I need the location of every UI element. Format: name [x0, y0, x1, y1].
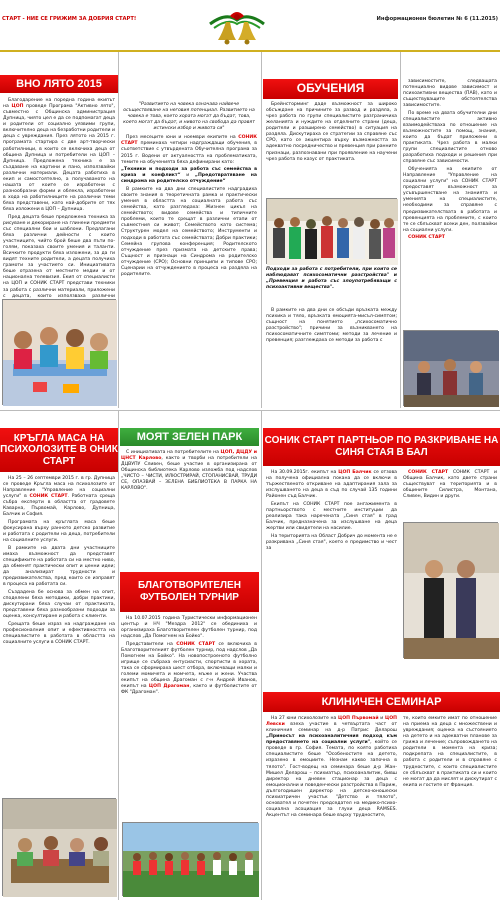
football-heading: БЛАГОТВОРИТЕЛЕН ФУТБОЛЕН ТУРНИР	[120, 572, 259, 612]
round-table-photo	[2, 798, 116, 896]
trainings-article-col3b: В рамките на два дни се обсъди връзката между психика и тяло, връзката емоцията-мисъл-симптом; същност на понятието „психосоматично разстройство"; причини за възникването на психосоматичните симптоми; методи за лечение и превенция; разглеждаха се методи за работа с	[266, 308, 397, 344]
trainings-article-col2: "Развитието на човека означава найвече осъществяване на неговия потенциал. Развитието на човека е това, което хората могат да бъдат, това, което могат да бъдат, и нивото на свобода да правят истински избор и живота си" През месеците юни и ноември екипите на СОНИК СТАРТ преминаха четири надграждащи обучения, в съответствие с утвърдената Обучителна програма за 2015 г. Водени от актуалността на проблематиката, темите на обученията бяха дефинирани като: „Техники и подходи за работа със семейства в криза и конфликт“ и „Предотвратяване на синдрома на родителско отчуждение“ В рамките на два дни специалистите надградиха своите знания в теоретичната рамка и практически умения в областта на социалната работа със семейства, като разгледаха: Жизнен цикъл на семейството; видове семейства и типичните проблеми, които те срещат в различни етапи от съвместния си живот; Семейството като система; Структурен модел на семейството; Инструменти и подходи в работата със семействата; Добри практики; Семейна групова конференция; Родителското отчуждение през призмата на детските права; Същност и признаци на Синдрома на родителско отчуждение (СРО); Основни принципи и типове СРО; Сценарии на отчуждението в процеса на раздяла на родителите.	[121, 102, 257, 277]
clinical-seminar-heading: КЛИНИЧЕН СЕМИНАР	[263, 692, 500, 712]
blue-room-heading: СОНИК СТАРТ ПАРТНЬОР ПО РАЗКРИВАНЕ НА СИНЯ СТАЯ В БАЛ	[263, 428, 500, 466]
column-divider	[261, 410, 262, 900]
football-article: На 10.07.2015 година Туристически информационен център и НЧ "Мездра 2012" се обединиха и организираха Благотворителен футболен турнир, под надслов „Да Помогнем на Бойко". Представители на СОНИК СТАРТ се включиха в Благотворителният футболен турнир, под надслов „Да Помогнем на Бойко". На новопостроеното футболно игрище се събраха ентусиасти, спортисти в хората, така се сформираха шест отбора, включващи малки и големи момичета и момчета, мъже и жени. Участва екипът на община Драгоман с г-н Андрей Иванов, екипът на ЦОП Драгоман, както и футболистите от ФК "Драгоман".	[121, 616, 257, 696]
christmas-bells-icon	[206, 2, 268, 48]
clinical-seminar-article-col4: те, които емките имат по отношение на приема на деца с множествени и увреждания; оценка на състоянието на детето и на адекватни планове за грижа и лечение; съпровождането на родители в момента на криза; подкрепата на специалистите, в работа с родители и в справяне с трудностите, с които специалистите се сблъскват в практиката си и които не могат да да мислят и дискутират с екипа и гостите от Франция.	[403, 716, 497, 788]
header-bar	[0, 0, 500, 52]
clinical-seminar-article: На 27 юни психолозите на ЦОП Първомай и ЦОП Левски взеха участие в четвъртата част от клиничния семинар на д-р Патрис Деларош „Приносът на психоаналитичния подход към предоставянето на социални услуги", който се проведе в гр. София. Темата, по която работиха специалистите беше "Особеностите на детето, изразено в емоциите. Незнам какво започна в тялото". Гост-водещ на семинара беше д-р Жан-Мишел Деларош – психиатър, психоаналитик, бивш директор на дневен стационар за деца с емоционални и поведенчески разстройства в Париж, дългогодишен директор на детско-юношески психиатричен участък "Детство и тялото", основател и почетен председател на медико-психо-социална асоциация за глухи деца RAMSES. Акцентът на семинара беше върху трудностите,	[266, 716, 397, 818]
header-right-text: Информационен бюлетин № 6 (11.2015)	[376, 16, 498, 22]
football-photo	[122, 822, 258, 896]
trainings-group-photo	[266, 198, 397, 264]
header-left-text: СТАРТ - НИЕ СЕ ГРИЖИМ ЗА ДОБРИЯ СТАРТ!	[2, 16, 137, 22]
blue-room-photo	[403, 522, 498, 658]
trainings-quote: "Развитието на човека означава найвече осъществяване на неговия потенциал. Развитието на човека е това, което хората могат да бъдат, това, което могат да бъдат, и нивото на свобода да правят истински избор и живота си"	[123, 102, 255, 132]
column-divider	[261, 52, 262, 408]
active-summer-photo	[2, 299, 116, 405]
active-summer-article: Благодарение на поредна година екипът на ЦОП проведе Програма "Активно лято", съвместно с Общинска администрация Дупница, чиято цел е да се подпомагат деца и родители от социално уязвими групи, включително деца на безработни родители и деца с увреждания. През лятото на 2015 г. програмата стартира с две арт-творчески работилници, в които се включиха деца от община Дупница и потребители на ЦОП – Дупница. Предложена техника е за създаване на картини и пано, използвайки различни материали. Децата работиха в екип и самостоятелно, а получаваното на нашата от коите се изработени с разнообразни форми и облекла, изработени в хода на работилниците на различни теми бяха представени, като най-добрите от тях бяха изложени в ЦОП – Дупница. Пред децата беше предложена техника за рисуване и декориране на глинени предмети със специални бои и шаблони. Предлагани бяха различни дейности с които участниците, чийто брой беше два пъти по-голям, показаха своите умения и таланти. Всичките продукти бяха изложени, за да ги видят техните родители, а децата получиха грамоти за участието си. Инициативата беше отразена от местните медии и от национална телевизия. Екип от специалисти на ЦОП и СОНИК СТАРТ представи техники за работа с различни материали, приложени с децата, които използваха различни	[3, 98, 115, 299]
round-table-article: На 25 – 26 септември 2015 г. в гр. Дупница се проведе Кръгла маса на психолозите от Направление "Управление на социални услуги" в СОНИК СТАРТ. Работната среща събра експерти в областта от градовете Каварна, Първомай, Карлово, Дупница, Балчик и София. Програмата на кръглата маса беше фокусирана върху ранното детско развитие и работата с родители на деца, потребители на социалните услуги. В рамките на двата дни участниците имаха възможност да представят спецификите на работата си на местно ниво, да обменят практически опит и ценни идеи; да анализират трудности и предизвикателства, пред които се изправят в процеса на работата си. Създадена бе основа за обмен на опит, споделени бяха методики, добри практики, дискутирани бяха случаи от практиката, представени бяха разнообразни подходи за оценка, консултиране и работа с клиенти. Срещата беше израз на надграждане на професионалния опит и ефективността на специалистите в работата в областта на социалните услуги в СОНИК СТАРТ.	[3, 476, 115, 645]
green-park-heading: МОЯТ ЗЕЛЕН ПАРК	[120, 428, 259, 446]
trainings-caption: Подходи за работа с потребители, при които се наблюдават психосоматични разстройства" и „Превенция и работа със злоупотребяващи с психоактивни вещества".	[266, 267, 397, 291]
active-summer-heading: ВНО ЛЯТО 2015	[0, 75, 118, 93]
green-park-article: С инициативата на потребителите на ЦОП, ДЦДУ и ЦНСТ Карлово, както и творби на потребители на ДЦВУПУ Сливен, беше участие в организирана от Общинска библиотека Карлово изложба под надслов „ЧИСТО – ЧИСТИ, ИЛЮСТРИРАЙ, СТОПАНИСВАЙ, ТРУДИ СЕ, ОПАЗВАЙ – ЗЕЛЕНА БИБЛИОТЕКА В ПАРКА НА КАРЛОВО".	[121, 450, 257, 492]
trainings-heading: ОБУЧЕНИЯ	[263, 79, 398, 99]
trainings-article-col4: зависимостите, следващата потенциално видове зависимост и психоактивни вещества (ПАВ), като и съществуващите обстоятелства зависимостите. По време на двата обучителни дни специалистите активно взаимодействаха по отношение на възможностите за помощ, знания, които да бъдат приложени в практиката. Чрез работа в малки групи специалистите отново разработиха подходи и решения при справяне със зависимости. Обученията на екипите от Направление "Управление на социални услуги" на СОНИК СТАРТ предоставят възможност за усъвършенстване на знанията и уменията на специалистите, необходими за справяне с предизвикателствата в работата и превенцията на проблемите, с които те се сблъскват всеки ден, ползвайки на социални услуги. СОНИК СТАРТ	[403, 79, 497, 241]
round-table-heading: КРЪГЛА МАСА НА ПСИХОЛОЗИТЕ В ОНИК СТАРТ	[0, 428, 118, 472]
trainings-photo-right	[403, 330, 498, 406]
section-divider	[0, 410, 500, 411]
blue-room-article: На 30.09.2015г. екипът на ЦОП Балчик се отзова на получена официална покана да се включи в тържественото откриване на адаптирания зала за изслушването на деца в съд по случай 135 години Районен съд Балчик. Екипът на СОНИК СТАРТ пое ангажимента в партньорството с местните институции да реализира така наречената „Синя стая" в град Балчик, предназначена за изслушване на деца жертви или свидетели на насилие. На територията на Област Добрич до момента не е разкривана „Синя стая", което е предимство и чест за	[266, 470, 397, 551]
trainings-article-col3: Брейнсторминг даде възможност за широко обсъждане на причините за развод и раздяла, а чрез работа по групи специалистите разграничиха желанията и нуждите на отделните страни (деца, родители и разширено семейство) в ситуация на раздяла. Дискутирахa се стратегии за справяне със СРО, като се акцентира върху възможността за адекватно посредничество и превенция при ранните признаци, разпознавани при проявление на научени чрез работа по казус от практиката.	[266, 102, 397, 162]
blue-room-article-col4: СОНИК СТАРТ СОНИК СТАРТ и Община Балчик, като двете страни съществуват на територията и в общините Силистра, Монтана, Сливен, Видин и други.	[403, 470, 497, 500]
